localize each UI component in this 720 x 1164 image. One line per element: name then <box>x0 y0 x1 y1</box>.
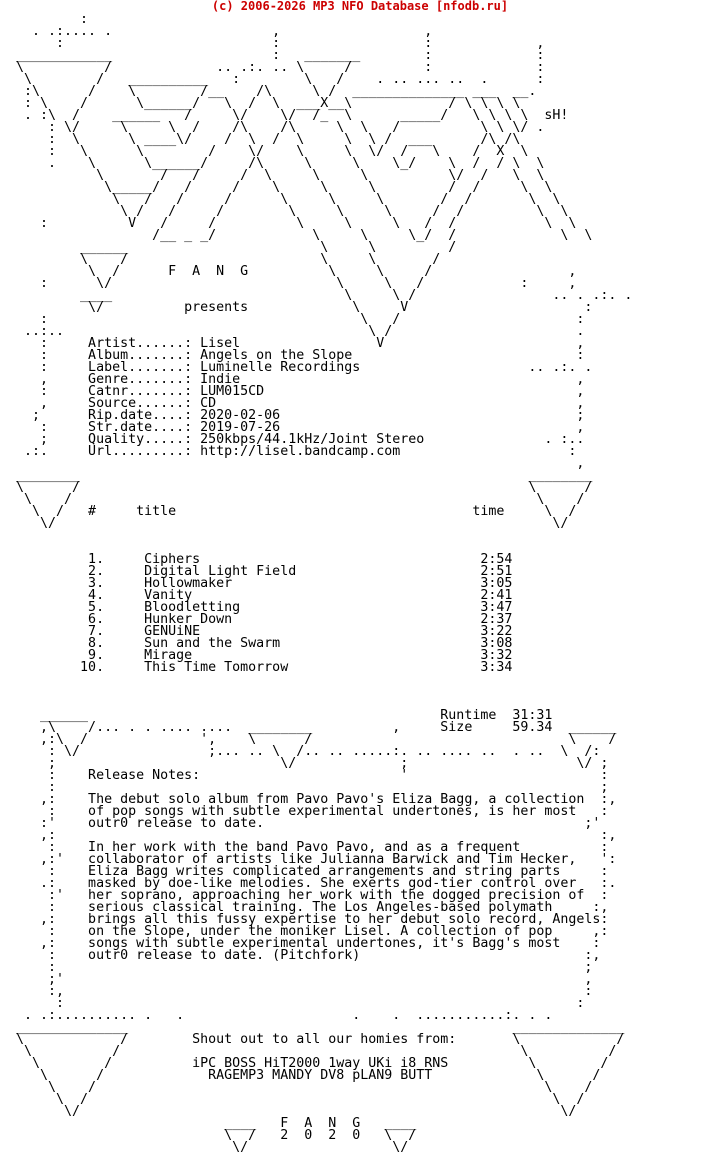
nfo-line: ______ Runtime 31:31 <box>0 708 553 723</box>
nfo-line: ,: songs with subtle experimental undertones, it's Bagg's most : <box>0 936 601 951</box>
nfo-line: , Source......: CD , <box>0 396 585 411</box>
nfo-line: : ; <box>0 960 593 975</box>
nfo-line: /__ _ _/ \ \ \_/ / \ \ <box>0 228 593 243</box>
nfo-line: \/ presents \ V : <box>0 300 593 315</box>
nfo-line: ______________ ______________ <box>0 1020 625 1035</box>
nfo-line: 2. Digital Light Field 2:51 <box>0 564 513 579</box>
nfo-line: \/ \/ <box>0 1140 409 1155</box>
nfo-line: ,:' collaborator of artists like Julianna Barwick and Tim Hecker, ': <box>0 852 617 867</box>
nfo-line: : In her work with the band Pavo Pavo, and as a frequent : <box>0 840 609 855</box>
nfo-line: , <box>0 456 585 471</box>
nfo-line: ;' , <box>0 972 593 987</box>
nfo-line: \ / \ \ / <box>0 252 441 267</box>
nfo-line: : Str.date....: 2019-07-26 , <box>0 420 585 435</box>
nfo-line: \ / \ / <box>0 1092 585 1107</box>
site-header: (c) 2006-2026 MP3 NFO Database [nfodb.ru] <box>211 0 509 13</box>
nfo-line: \ / 2 0 2 0 \ / <box>0 1128 417 1143</box>
nfo-line: \ / F A N G \ \ / , <box>0 264 577 279</box>
nfo-line: .: masked by doe-like melodies. She exerts god-tier control over :. <box>0 876 617 891</box>
nfo-line: : Eliza Bagg writes complicated arrangements and string parts : <box>0 864 609 879</box>
nfo-line: : \ / : <box>0 312 585 327</box>
nfo-line: : of pop songs with subtle experimental undertones, is her most : <box>0 804 609 819</box>
nfo-line: \/ \/ <box>0 516 569 531</box>
nfo-line: 5. Bloodletting 3:47 <box>0 600 513 615</box>
nfo-line: ________ ________ <box>0 468 593 483</box>
nfo-line: : \ / \______/ \ / \ ___X__\ / \ \ \ \ <box>0 96 521 111</box>
nfo-line: ____________ : _______ : : <box>0 48 545 63</box>
nfo-line: \ / \ / <box>0 1080 593 1095</box>
nfo-line: :, : <box>0 984 593 999</box>
nfo-line: \ / \ / <box>0 1044 617 1059</box>
nfo-line: .:. Url.........: http://lisel.bandcamp.com : <box>0 444 577 459</box>
nfo-line: ..:.. \ / . <box>0 324 585 339</box>
nfo-line: : \ \ ____\/ / \ / \ \ \ / ___ /\ /\ <box>0 132 521 147</box>
nfo-line: : : : , <box>0 36 545 51</box>
nfo-line: . \ \______/ /\ \ \ \_/ \ / / \ \ <box>0 156 545 171</box>
nfo-line: ; Quality.....: 250kbps/44.1kHz/Joint Stereo . :.. <box>0 432 585 447</box>
nfo-line: ,\ /... . . .... .... ________ , Size 59.34 ______ <box>0 720 617 735</box>
nfo-line: ____ \ \ / .. . .:. . <box>0 288 633 303</box>
nfo-line: : ; <box>0 780 609 795</box>
nfo-line: \ / __________ : \ / . .. ... .. . : <box>0 72 545 87</box>
nfo-line: \ / / / \ \ \ / / \ \ <box>0 204 569 219</box>
nfo-line: \/ \/ <box>0 1104 577 1119</box>
nfo-line: 10. This Time Tomorrow 3:34 <box>0 660 513 675</box>
nfo-line: :' outr0 release to date. ;' <box>0 816 601 831</box>
nfo-line: ; \/ ; \/ ; <box>0 756 609 771</box>
nfo-line: . .:.......... . . . . ...........:. . . <box>0 1008 553 1023</box>
nfo-line: : Label.......: Luminelle Recordings .. .:. . <box>0 360 593 375</box>
nfo-line: ,:\ / ', \ / \ / <box>0 732 617 747</box>
nfo-line: . :\ / ______ / \/ \/ /_ \ _____/ \ \ \ \ sH! <box>0 108 569 123</box>
nfo-line: ,: The debut solo album from Pavo Pavo's Eliza Bagg, a collection :, <box>0 792 617 807</box>
nfo-line: \ / / / \ \ \ / / \ \ <box>0 192 561 207</box>
nfo-line: : : <box>0 996 585 1011</box>
nfo-line: \ / / / \ \ \ \/ / \ \ <box>0 168 545 183</box>
nfo-line: \ / Shout out to all our homies from: \ / <box>0 1032 625 1047</box>
nfo-line: : serious classical training. The Los Angeles-based polymath :, <box>0 900 609 915</box>
nfo-line: : <box>0 14 89 27</box>
nfo-line: , Genre.......: Indie , <box>0 372 585 387</box>
nfo-line: ,: brings all this fussy expertise to her debut solo record, Angels: <box>0 912 609 927</box>
nfo-line: 8. Sun and the Swarm 3:08 <box>0 636 513 651</box>
nfo-line: . .:.... . , , <box>0 24 433 39</box>
nfo-line: 9. Mirage 3:32 <box>0 648 513 663</box>
nfo-line: 6. Hunker Down 2:37 <box>0 612 513 627</box>
nfo-line: \ / RAGEMP3 MANDY DV8 pLAN9 BUTT \ / <box>0 1068 601 1083</box>
nfo-line: \ / .. .:. .. \ / : : <box>0 60 545 75</box>
nfo-line: :\ / \ /__ /\ \ / ______________ ___ __. <box>0 84 545 99</box>
nfo-line: ; Rip.date....: 2020-02-06 ; <box>0 408 585 423</box>
nfo-line: \_____/ / / \ \ \ / / \ \ <box>0 180 553 195</box>
nfo-line: \ / \ / <box>0 480 593 495</box>
nfo-line: : \/ \ \ / /\ /\ \ \ / \ \ \/ . <box>0 120 545 135</box>
nfo-line: ,: :, <box>0 828 617 843</box>
nfo-line: : outr0 release to date. (Pitchfork) :, <box>0 948 601 963</box>
nfo-line: ____ F A N G ____ <box>0 1116 417 1131</box>
nfo-line: : Release Notes: ' : <box>0 768 609 783</box>
nfo-line: \ / iPC BOSS HiT2000 1way UKi i8 RNS \ / <box>0 1056 609 1071</box>
nfo-line: :' her soprano, approaching her work with the dogged precision of : <box>0 888 609 903</box>
nfo-line: : Artist......: Lisel V , <box>0 336 585 351</box>
nfo-line: 7. GENUiNE 3:22 <box>0 624 513 639</box>
nfo-line: : on the Slope, under the moniker Lisel. A collection of pop ,: <box>0 924 609 939</box>
nfo-line: 3. Hollowmaker 3:05 <box>0 576 513 591</box>
nfo-line: 4. Vanity 2:41 <box>0 588 513 603</box>
nfo-line: \ / \ / <box>0 492 585 507</box>
nfo-line: 1. Ciphers 2:54 <box>0 552 513 567</box>
nfo-line: : \/ ;... .. \ /.. .. .....:. .. .... .. . .. \ /: <box>0 744 601 759</box>
nfo-line: : \/ \ \ / : , <box>0 276 577 291</box>
nfo-art-text <box>0 14 720 1160</box>
nfo-line: : Album.......: Angels on the Slope : <box>0 348 585 363</box>
nfo-line: : Catnr.......: LUM015CD , <box>0 384 585 399</box>
nfo-line: \ / # title time \ / <box>0 504 577 519</box>
nfo-line: : V / / \ \ \ / / \ \ <box>0 216 577 231</box>
nfo-line: : \ \ / \/ \ \ \/ / \ / X \ <box>0 144 529 159</box>
nfo-line: ______ \ \ / <box>0 240 457 255</box>
